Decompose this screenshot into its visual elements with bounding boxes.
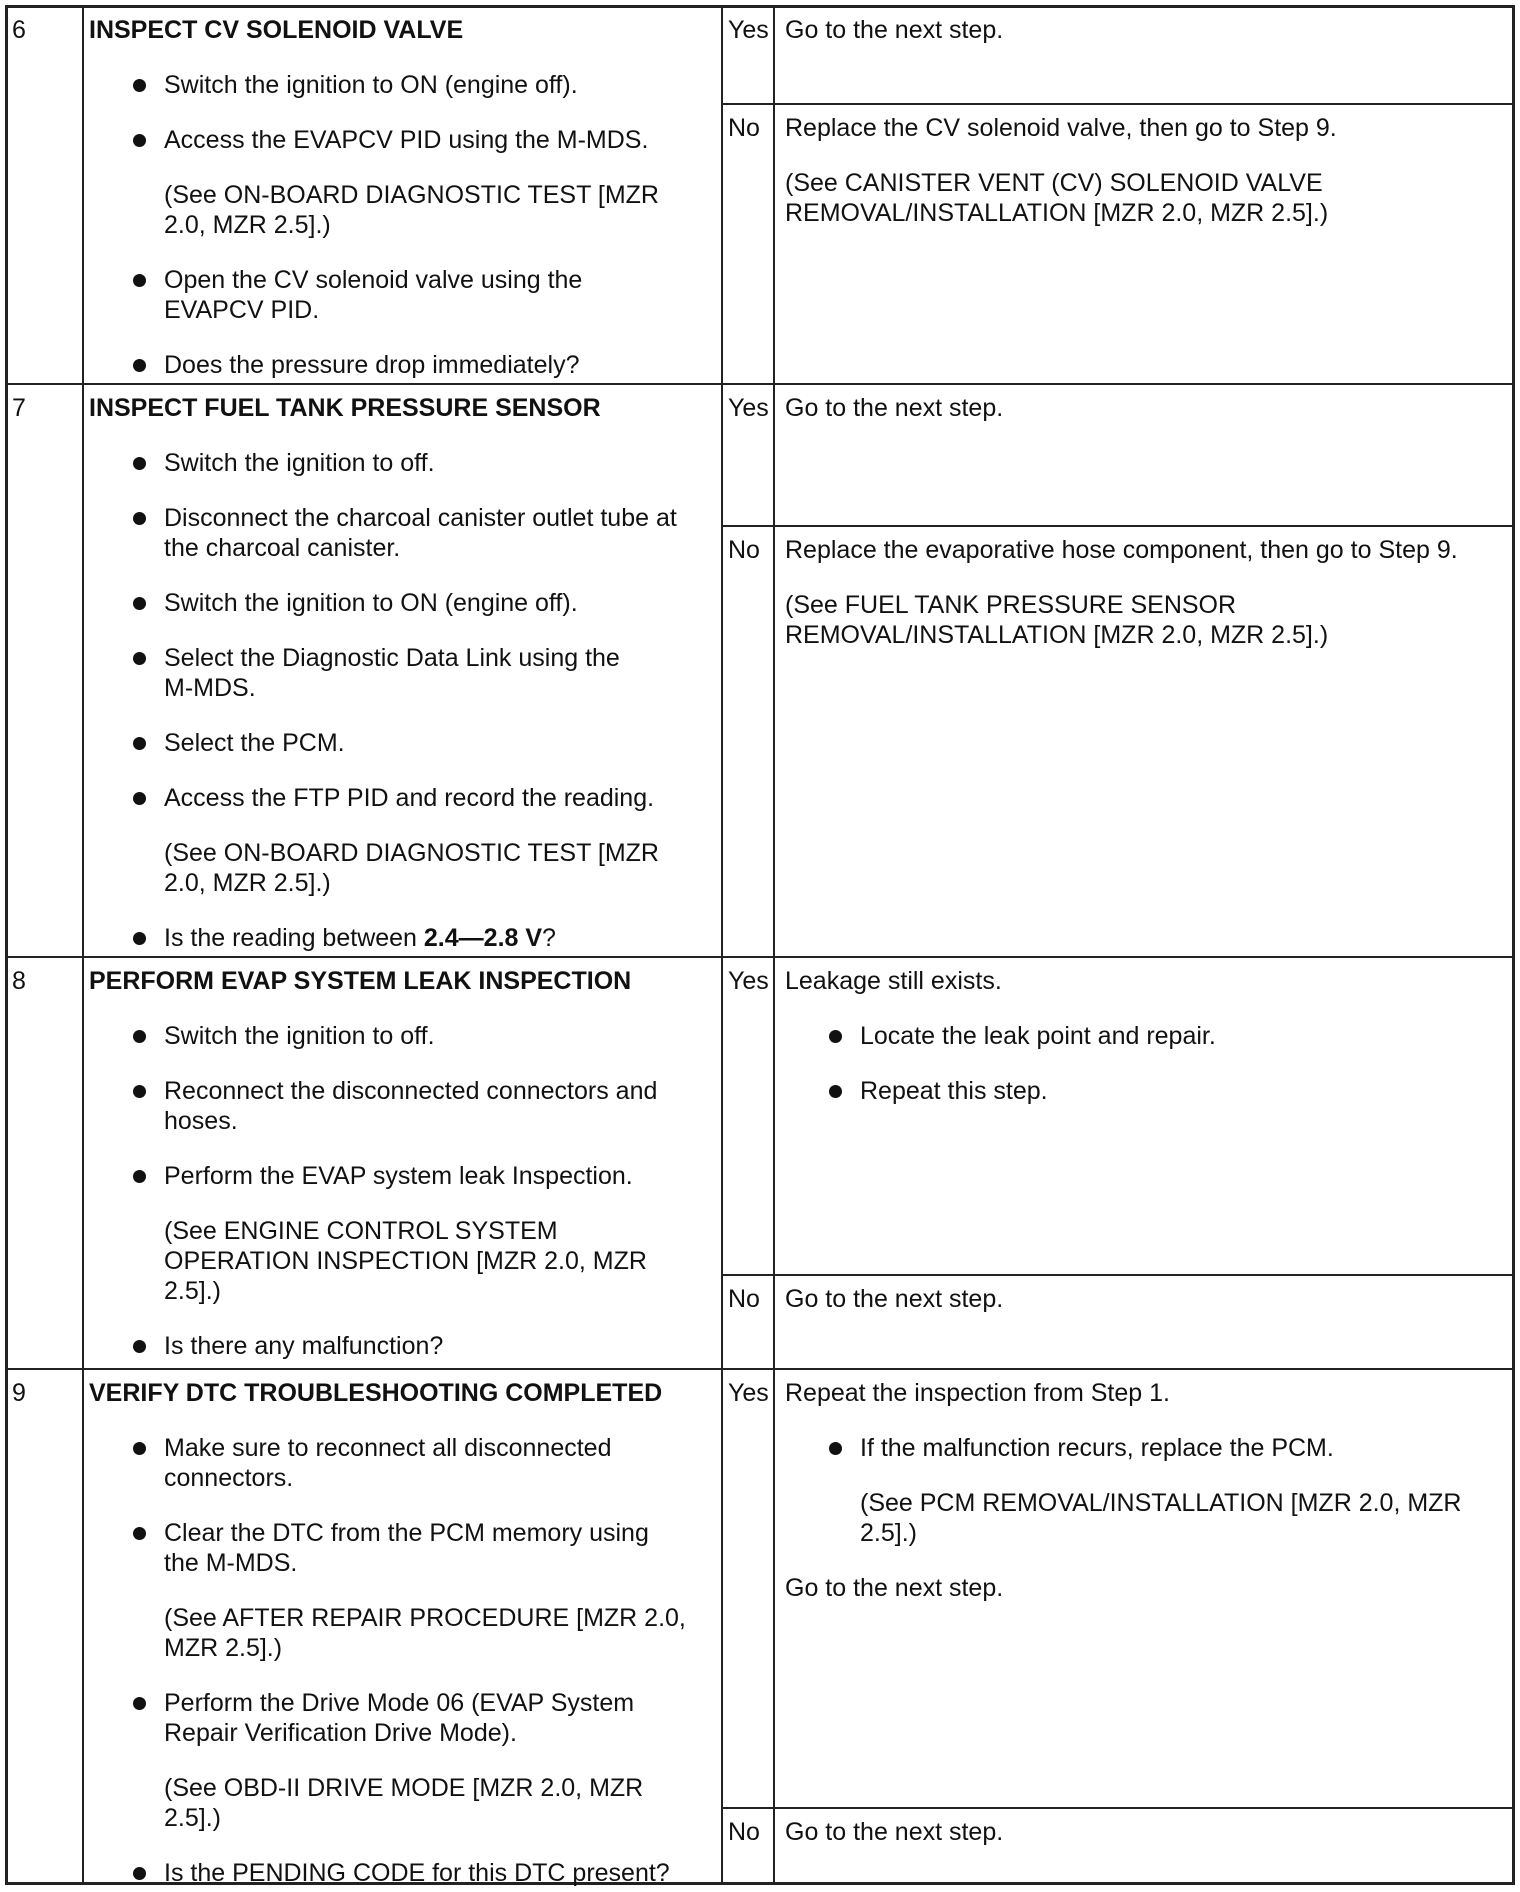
spec-value: 2.4—2.8 V bbox=[423, 924, 543, 952]
bullet-text: M-MDS. bbox=[164, 674, 256, 702]
row-divider bbox=[5, 1368, 1515, 1370]
bullet-icon bbox=[133, 1867, 146, 1880]
column-divider-number bbox=[82, 5, 84, 1885]
bullet-icon bbox=[133, 512, 146, 525]
bullet-icon bbox=[133, 932, 146, 945]
bullet-text: EVAPCV PID. bbox=[164, 296, 320, 324]
spec-suffix: ? bbox=[542, 924, 556, 952]
troubleshooting-table bbox=[5, 5, 1515, 1885]
bullet-text: Disconnect the charcoal canister outlet tube at bbox=[164, 504, 677, 532]
reference-note: (See OBD-II DRIVE MODE [MZR 2.0, MZR bbox=[164, 1774, 644, 1802]
bullet-icon bbox=[829, 1030, 842, 1043]
reference-note: REMOVAL/INSTALLATION [MZR 2.0, MZR 2.5].) bbox=[785, 199, 1329, 227]
bullet-text: Is there any malfunction? bbox=[164, 1332, 444, 1360]
step-number: 9 bbox=[12, 1379, 26, 1407]
yes-action-text: Go to the next step. bbox=[785, 394, 1004, 422]
reference-note: OPERATION INSPECTION [MZR 2.0, MZR bbox=[164, 1247, 647, 1275]
bullet-text: Access the EVAPCV PID using the M-MDS. bbox=[164, 126, 649, 154]
bullet-text: Select the Diagnostic Data Link using the bbox=[164, 644, 620, 672]
yes-label: Yes bbox=[728, 394, 769, 422]
bullet-text: Repair Verification Drive Mode). bbox=[164, 1719, 517, 1747]
reference-note: MZR 2.5].) bbox=[164, 1634, 283, 1662]
no-action-text: Replace the CV solenoid valve, then go to Step 9. bbox=[785, 114, 1337, 142]
bullet-icon bbox=[829, 1442, 842, 1455]
reference-note: (See ON-BOARD DIAGNOSTIC TEST [MZR bbox=[164, 839, 659, 867]
no-action-text: Replace the evaporative hose component, then go to Step 9. bbox=[785, 536, 1458, 564]
bullet-text: Perform the EVAP system leak Inspection. bbox=[164, 1162, 633, 1190]
answer-divider bbox=[721, 1274, 1515, 1276]
row-divider bbox=[5, 956, 1515, 958]
bullet-icon bbox=[829, 1085, 842, 1098]
bullet-icon bbox=[133, 359, 146, 372]
bullet-icon bbox=[133, 597, 146, 610]
bullet-icon bbox=[133, 1030, 146, 1043]
yes-action-bullet: If the malfunction recurs, replace the PCM. bbox=[860, 1434, 1334, 1462]
table-border-right bbox=[1512, 5, 1515, 1885]
no-label: No bbox=[728, 1818, 760, 1846]
bullet-icon bbox=[133, 134, 146, 147]
bullet-text: Open the CV solenoid valve using the bbox=[164, 266, 583, 294]
no-label: No bbox=[728, 114, 760, 142]
bullet-text: Is the reading between 2.4—2.8 V? bbox=[164, 924, 556, 952]
no-action-text: Go to the next step. bbox=[785, 1818, 1004, 1846]
step-title: INSPECT CV SOLENOID VALVE bbox=[89, 16, 464, 44]
bullet-text: Reconnect the disconnected connectors and bbox=[164, 1077, 658, 1105]
reference-note: (See FUEL TANK PRESSURE SENSOR bbox=[785, 591, 1237, 619]
bullet-text: Make sure to reconnect all disconnected bbox=[164, 1434, 612, 1462]
bullet-text: the charcoal canister. bbox=[164, 534, 401, 562]
answer-divider bbox=[721, 1807, 1515, 1809]
reference-note: 2.5].) bbox=[164, 1277, 221, 1305]
reference-note: (See CANISTER VENT (CV) SOLENOID VALVE bbox=[785, 169, 1323, 197]
bullet-icon bbox=[133, 1527, 146, 1540]
reference-note: 2.5].) bbox=[860, 1519, 917, 1547]
bullet-icon bbox=[133, 79, 146, 92]
bullet-icon bbox=[133, 1340, 146, 1353]
yes-action-bullet: Repeat this step. bbox=[860, 1077, 1048, 1105]
bullet-text: Switch the ignition to ON (engine off). bbox=[164, 71, 578, 99]
yes-action-bullet: Locate the leak point and repair. bbox=[860, 1022, 1216, 1050]
step-number: 7 bbox=[12, 394, 26, 422]
no-label: No bbox=[728, 536, 760, 564]
table-border-top bbox=[5, 5, 1515, 8]
reference-note: (See ON-BOARD DIAGNOSTIC TEST [MZR bbox=[164, 181, 659, 209]
reference-note: (See PCM REMOVAL/INSTALLATION [MZR 2.0, MZR bbox=[860, 1489, 1462, 1517]
reference-note: (See ENGINE CONTROL SYSTEM bbox=[164, 1217, 558, 1245]
answer-divider bbox=[721, 103, 1515, 105]
bullet-icon bbox=[133, 737, 146, 750]
bullet-icon bbox=[133, 1697, 146, 1710]
yes-action-text: Go to the next step. bbox=[785, 16, 1004, 44]
yes-action-text: Leakage still exists. bbox=[785, 967, 1002, 995]
reference-note: 2.5].) bbox=[164, 1804, 221, 1832]
bullet-text: connectors. bbox=[164, 1464, 294, 1492]
step-title: PERFORM EVAP SYSTEM LEAK INSPECTION bbox=[89, 967, 632, 995]
reference-note: REMOVAL/INSTALLATION [MZR 2.0, MZR 2.5].) bbox=[785, 621, 1329, 649]
answer-divider bbox=[721, 525, 1515, 527]
bullet-text: Switch the ignition to off. bbox=[164, 1022, 435, 1050]
step-title: VERIFY DTC TROUBLESHOOTING COMPLETED bbox=[89, 1379, 663, 1407]
column-divider-action bbox=[773, 5, 775, 1885]
yes-action-text: Go to the next step. bbox=[785, 1574, 1004, 1602]
bullet-icon bbox=[133, 652, 146, 665]
no-label: No bbox=[728, 1285, 760, 1313]
bullet-text: hoses. bbox=[164, 1107, 238, 1135]
bullet-text: Switch the ignition to ON (engine off). bbox=[164, 589, 578, 617]
column-divider-answer bbox=[721, 5, 723, 1885]
table-border-left bbox=[5, 5, 8, 1885]
bullet-text: Access the FTP PID and record the reading. bbox=[164, 784, 655, 812]
bullet-text: Select the PCM. bbox=[164, 729, 345, 757]
bullet-icon bbox=[133, 457, 146, 470]
step-number: 8 bbox=[12, 967, 26, 995]
step-title: INSPECT FUEL TANK PRESSURE SENSOR bbox=[89, 394, 601, 422]
yes-label: Yes bbox=[728, 1379, 769, 1407]
bullet-text: Switch the ignition to off. bbox=[164, 449, 435, 477]
yes-label: Yes bbox=[728, 16, 769, 44]
bullet-icon bbox=[133, 274, 146, 287]
yes-action-text: Repeat the inspection from Step 1. bbox=[785, 1379, 1170, 1407]
bullet-icon bbox=[133, 1085, 146, 1098]
reference-note: (See AFTER REPAIR PROCEDURE [MZR 2.0, bbox=[164, 1604, 686, 1632]
bullet-icon bbox=[133, 1442, 146, 1455]
step-number: 6 bbox=[12, 16, 26, 44]
bullet-icon bbox=[133, 1170, 146, 1183]
no-action-text: Go to the next step. bbox=[785, 1285, 1004, 1313]
row-divider bbox=[5, 383, 1515, 385]
yes-label: Yes bbox=[728, 967, 769, 995]
bullet-text: the M-MDS. bbox=[164, 1549, 298, 1577]
reference-note: 2.0, MZR 2.5].) bbox=[164, 211, 331, 239]
reference-note: 2.0, MZR 2.5].) bbox=[164, 869, 331, 897]
bullet-text: Clear the DTC from the PCM memory using bbox=[164, 1519, 649, 1547]
bullet-text: Perform the Drive Mode 06 (EVAP System bbox=[164, 1689, 635, 1717]
bullet-text: Does the pressure drop immediately? bbox=[164, 351, 580, 379]
bullet-text: Is the PENDING CODE for this DTC present? bbox=[164, 1859, 670, 1887]
bullet-icon bbox=[133, 792, 146, 805]
